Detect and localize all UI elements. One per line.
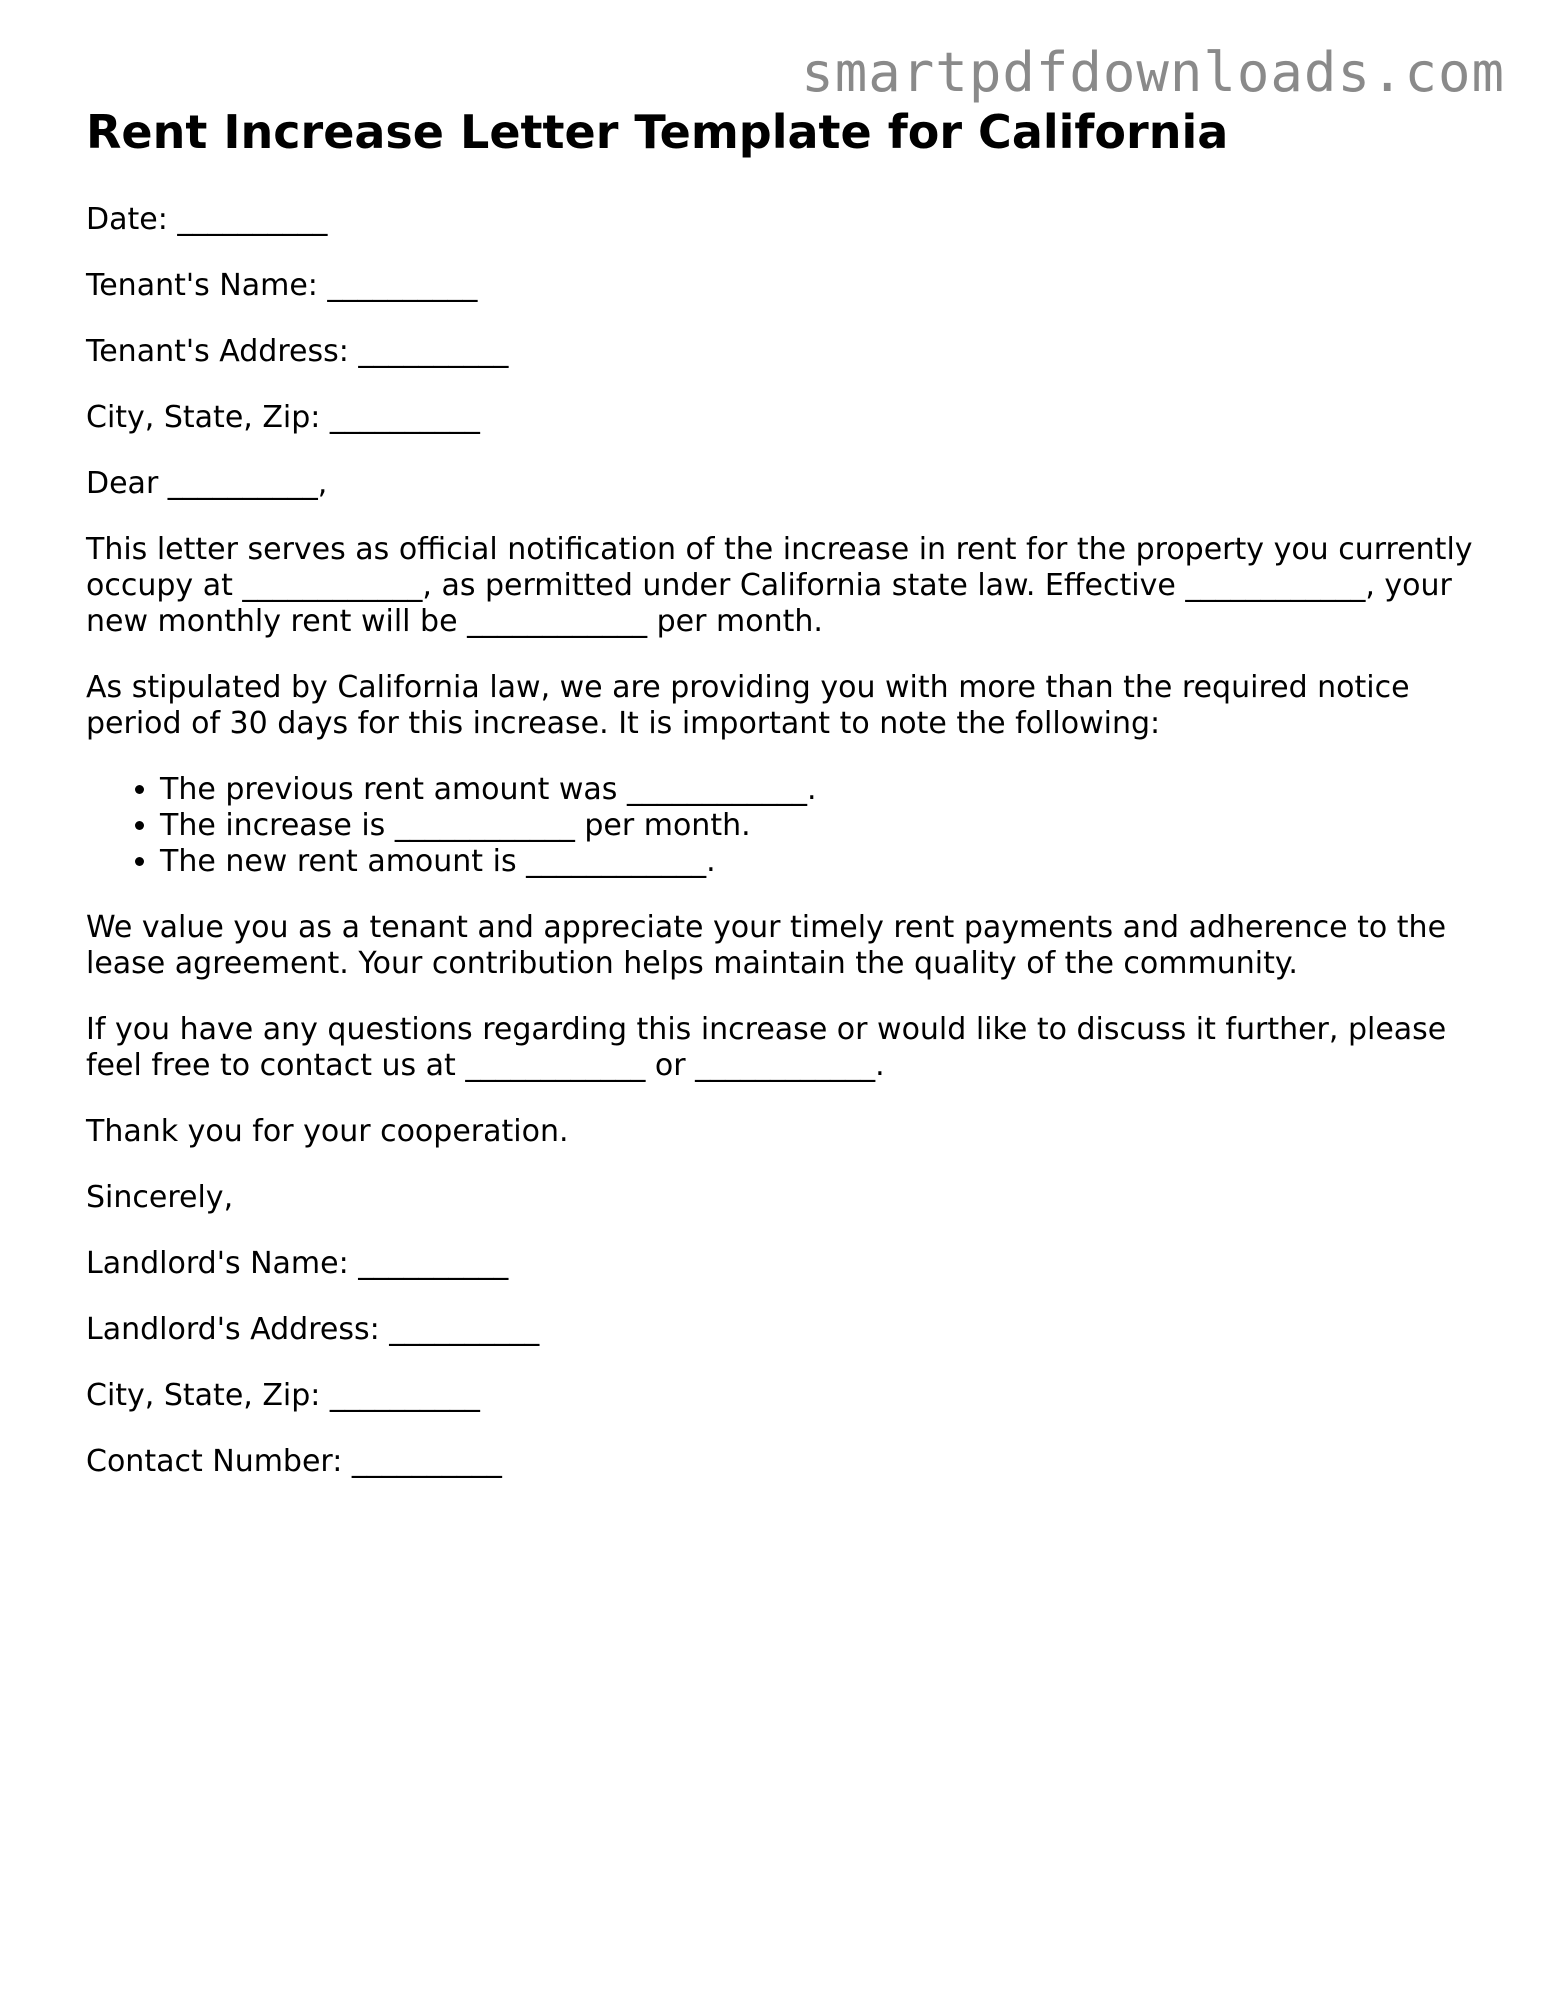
page-title: Rent Increase Letter Template for California [86, 105, 1229, 159]
tenant-city-state-zip-field: City, State, Zip: __________ [86, 400, 480, 435]
contact-paragraph: If you have any questions regarding this increase or would like to discuss it further, please feel free to contact us at ____________ or ____________. [86, 1012, 1447, 1083]
date-field: Date: __________ [86, 202, 328, 237]
closing: Sincerely, [86, 1180, 234, 1215]
rent-details-list [86, 772, 1486, 880]
appreciation-paragraph: We value you as a tenant and appreciate your timely rent payments and adherence to the lease agreement. Your contribution helps maintain the quality of the community. [86, 910, 1447, 981]
tenant-address-field: Tenant's Address: __________ [86, 334, 509, 369]
letter-body [86, 202, 1486, 1480]
notice-period-paragraph: As stipulated by California law, we are providing you with more than the required notice period of 30 days for this increase. It is important to note the following: [86, 670, 1410, 741]
landlord-address-field: Landlord's Address: __________ [86, 1312, 540, 1347]
list-item: • The increase is ____________ per month. [160, 808, 1486, 844]
contact-number-field: Contact Number: __________ [86, 1444, 502, 1479]
list-item: • The new rent amount is ____________. [160, 844, 1486, 880]
watermark-text: smartpdfdownloads.com [801, 41, 1505, 104]
tenant-name-field: Tenant's Name: __________ [86, 268, 478, 303]
thanks-paragraph: Thank you for your cooperation. [86, 1114, 569, 1149]
notification-paragraph: This letter serves as official notification of the increase in rent for the property you currently occupy at ____________, as permitted under California state law. Effective ____________, your new monthly rent will be ____________ per month. [86, 532, 1473, 639]
letter-page [86, 104, 1486, 1510]
list-item: • The previous rent amount was ____________. [160, 772, 1486, 808]
landlord-city-state-zip-field: City, State, Zip: __________ [86, 1378, 480, 1413]
landlord-name-field: Landlord's Name: __________ [86, 1246, 509, 1281]
salutation: Dear __________, [86, 466, 328, 501]
